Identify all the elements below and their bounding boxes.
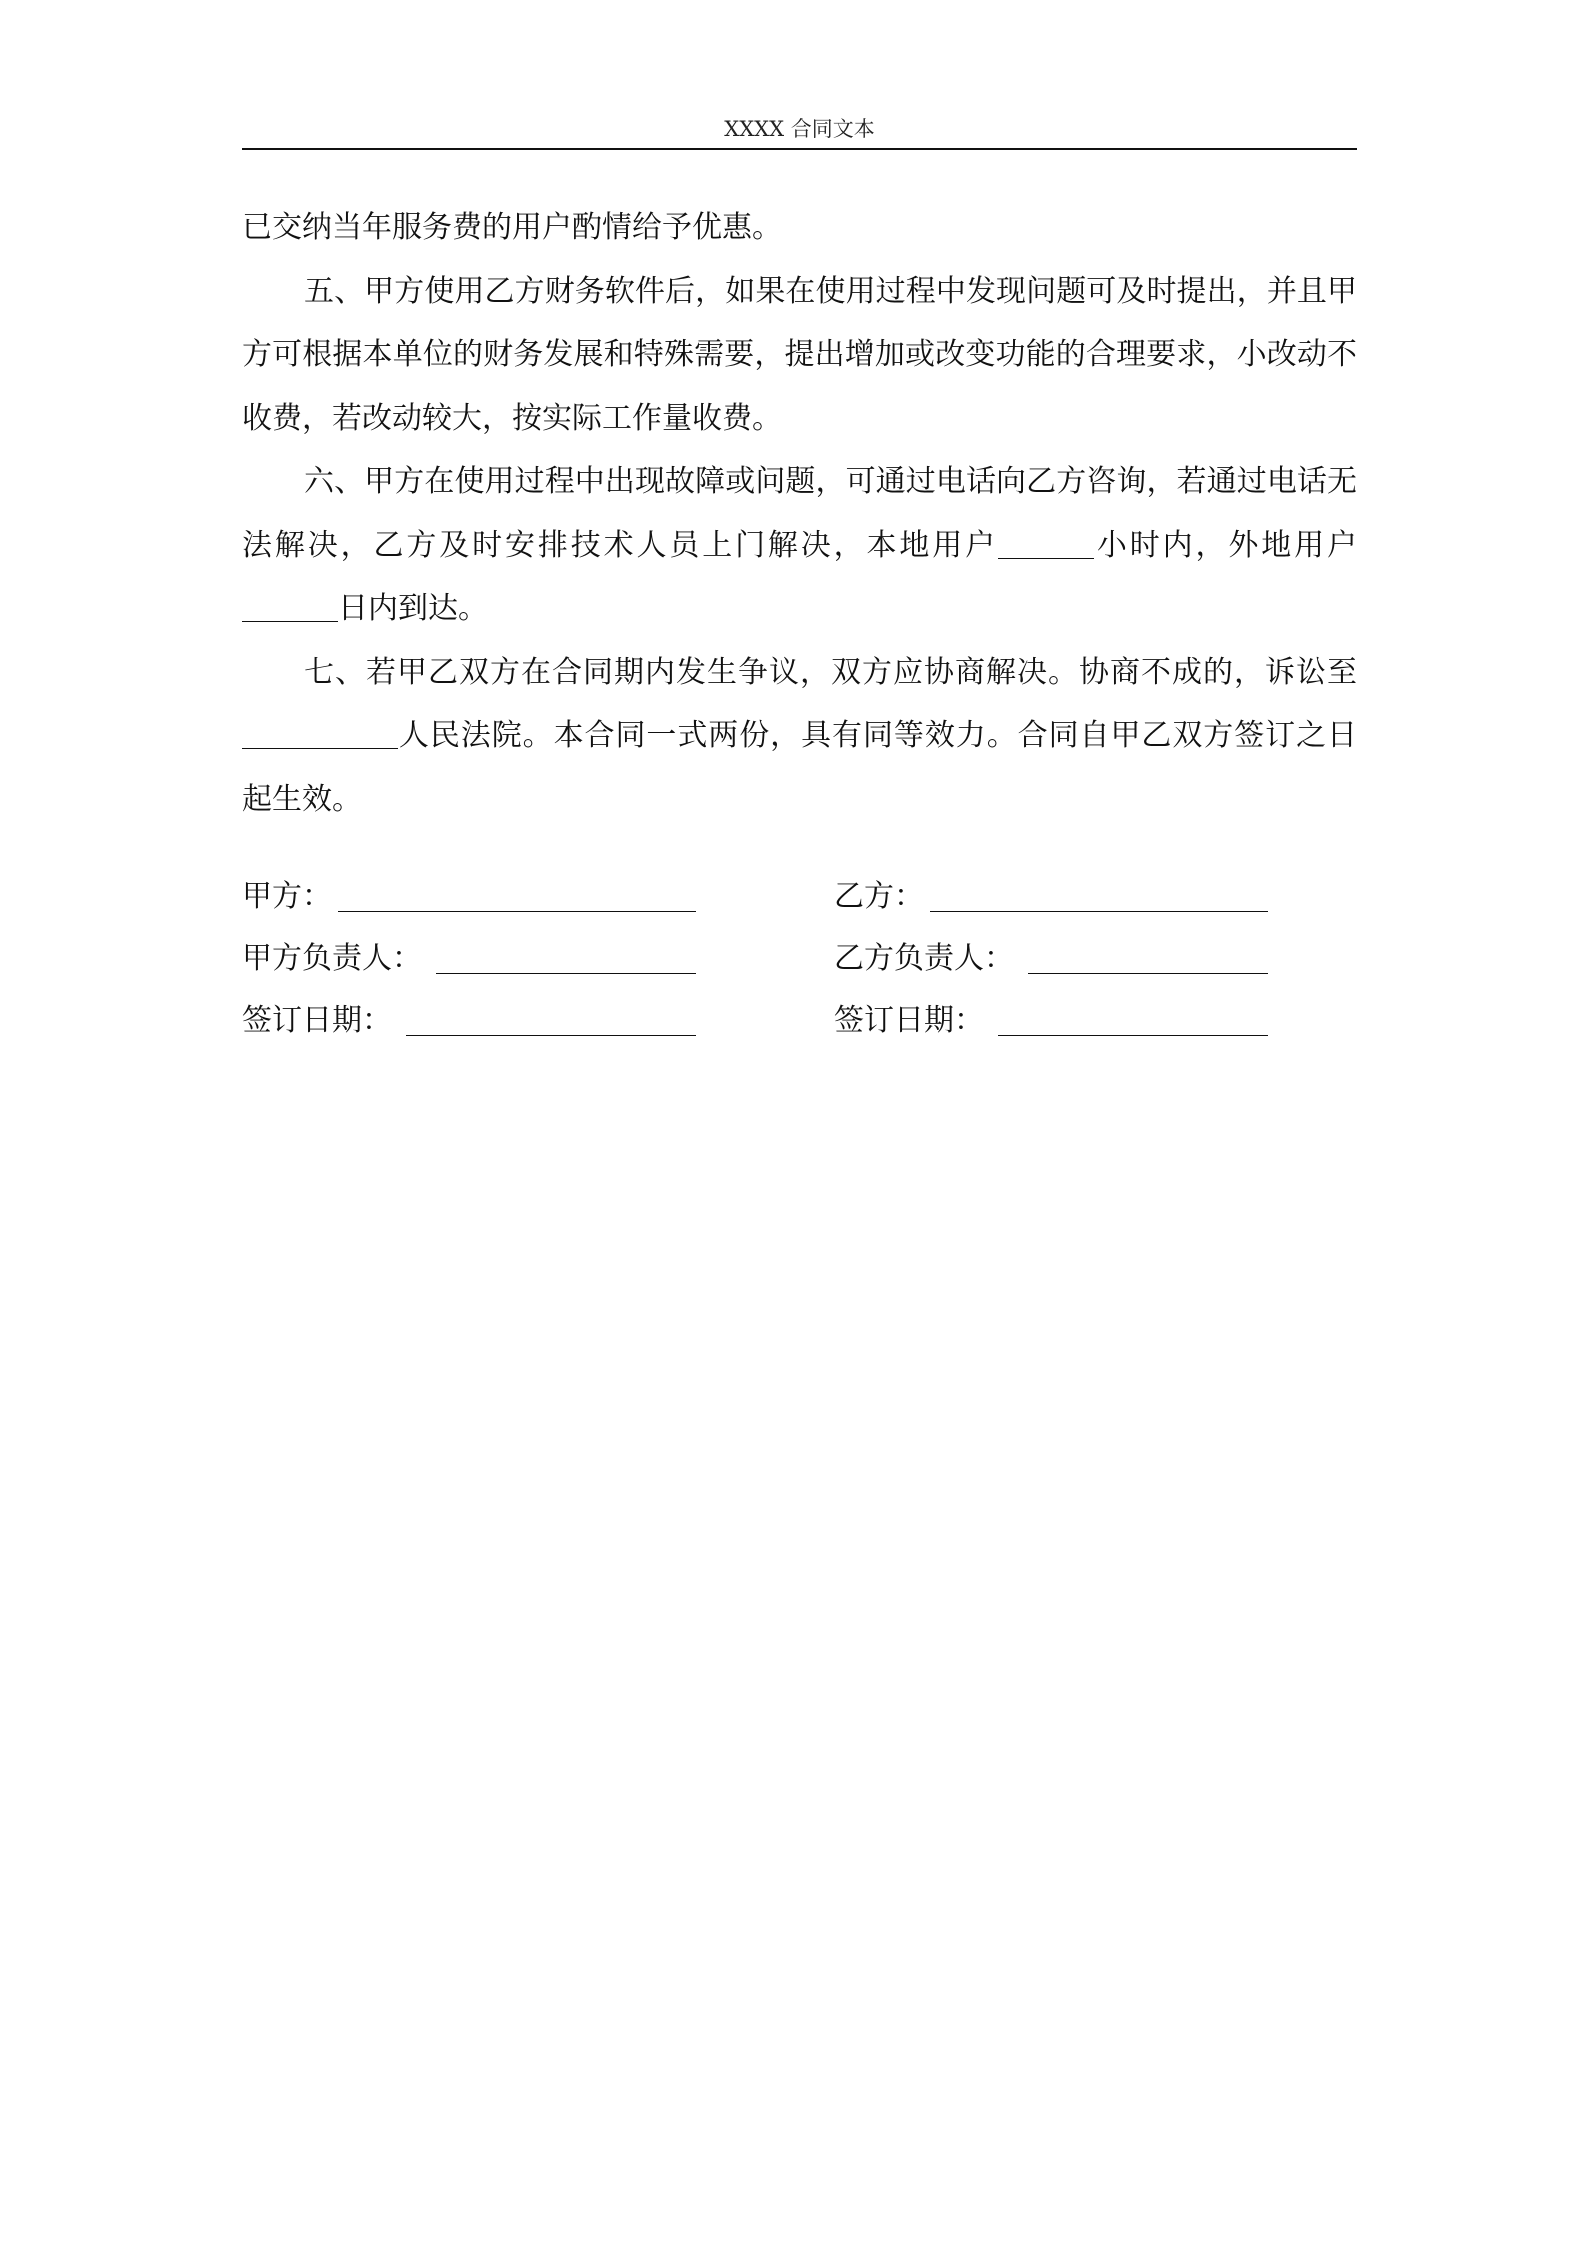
remote-days-blank[interactable] <box>242 591 338 622</box>
date-b-line[interactable] <box>998 1035 1268 1036</box>
signature-block <box>242 866 1357 1052</box>
clause-6-text-1: 六、甲方在使用过程中出现故障或问题，可通过电话向乙方咨询，若通过电话无法解决，乙方及时安排技术人员上门解决，本地用户 <box>242 464 1357 563</box>
paragraph-continuation: 已交纳当年服务费的用户酌情给予优惠。 <box>242 210 782 245</box>
clause-7-text-2: 人民法院。本合同一式两份，具有同等效力。合同自甲乙双方签订之日起生效。 <box>242 718 1357 817</box>
date-a-label: 签订日期： <box>242 1003 392 1038</box>
clause-6 <box>242 450 1357 641</box>
court-name-blank[interactable] <box>242 718 398 749</box>
party-a-rep-signature-line[interactable] <box>436 973 696 974</box>
date-b-label: 签订日期： <box>834 1003 984 1038</box>
signature-row-date <box>242 990 1357 1052</box>
local-hours-blank[interactable] <box>998 528 1094 559</box>
party-b-label: 乙方： <box>834 879 924 914</box>
clause-7 <box>242 641 1357 832</box>
clause-5: 五、甲方使用乙方财务软件后，如果在使用过程中发现问题可及时提出，并且甲方可根据本单位的财务发展和特殊需要，提出增加或改变功能的合理要求，小改动不收费，若改动较大，按实际工作量收费。 <box>242 273 1357 436</box>
date-a-line[interactable] <box>406 1035 696 1036</box>
party-b-signature-line[interactable] <box>930 911 1268 912</box>
header-divider <box>242 148 1357 150</box>
party-a-rep-label: 甲方负责人： <box>242 941 422 976</box>
party-b-rep-signature-line[interactable] <box>1028 973 1268 974</box>
party-b-rep-label: 乙方负责人： <box>834 941 1014 976</box>
signature-row-representative <box>242 928 1357 990</box>
signature-row-party <box>242 866 1357 928</box>
page-header: XXXX 合同文本 <box>724 117 875 141</box>
clause-6-text-3: 日内到达。 <box>338 591 488 626</box>
clause-7-text-1: 七、若甲乙双方在合同期内发生争议，双方应协商解决。协商不成的，诉讼至 <box>304 654 1357 690</box>
contract-body <box>242 196 1357 831</box>
party-a-signature-line[interactable] <box>338 911 696 912</box>
party-a-label: 甲方： <box>242 879 332 914</box>
clause-6-text-2: 小时内，外地用户 <box>1094 527 1358 563</box>
